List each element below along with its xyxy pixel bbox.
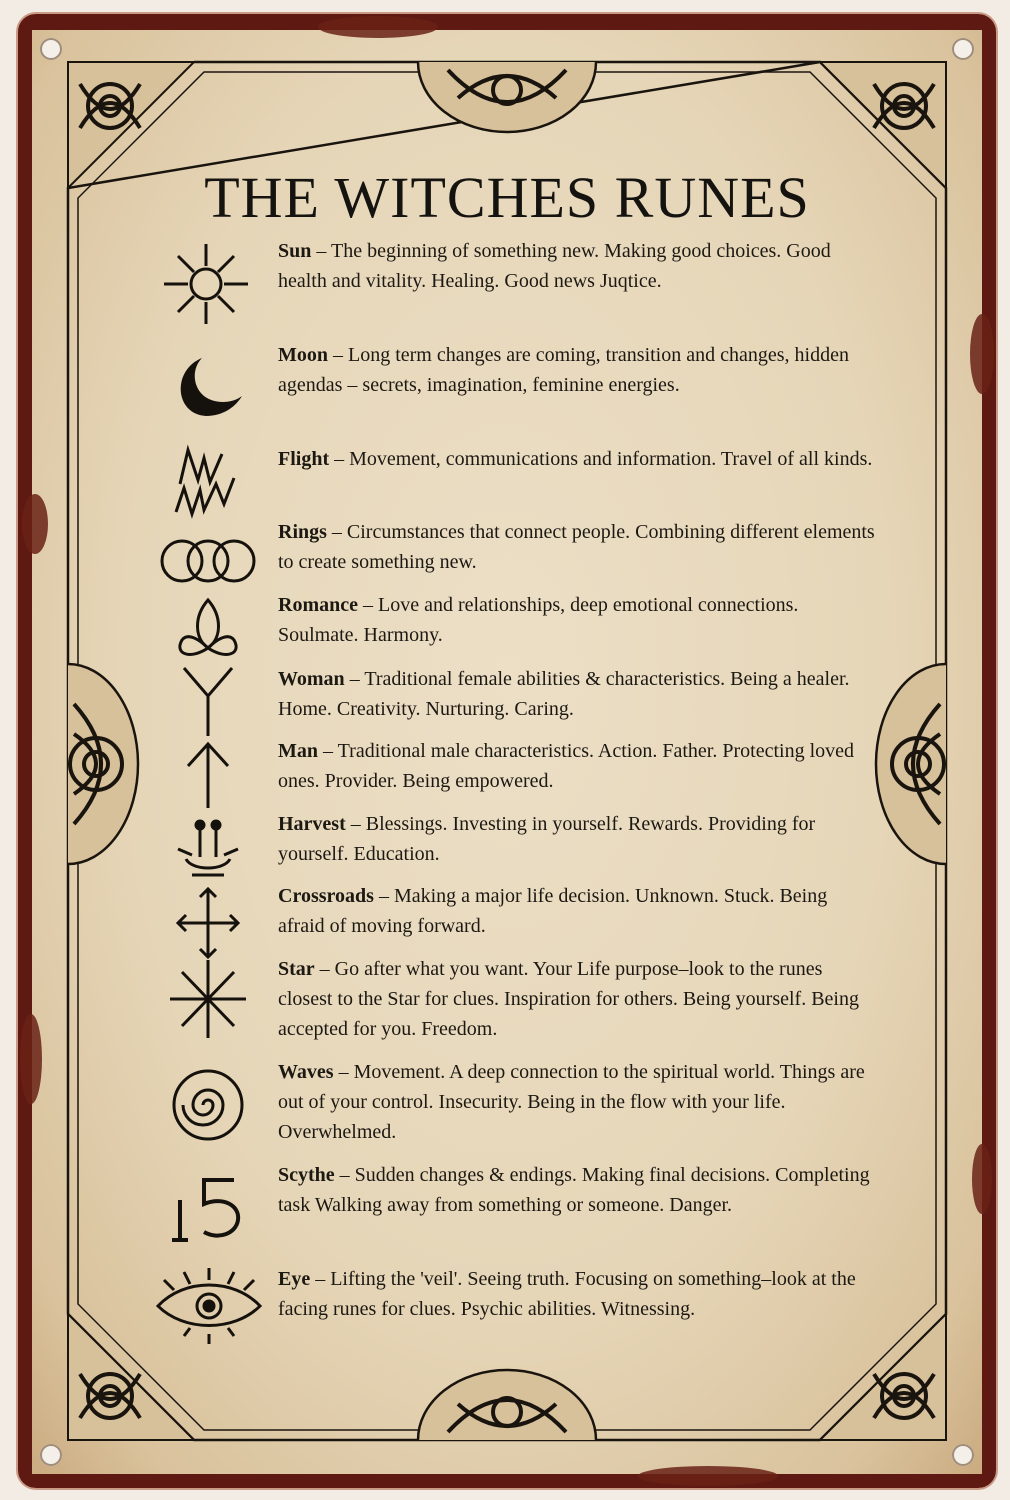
eye-icon [144,1264,274,1354]
rune-name: Romance [278,594,358,616]
scythe-icon [144,1160,274,1250]
rune-name: Woman [278,668,345,690]
rune-name: Star [278,958,315,980]
rune-name: Harvest [278,813,346,835]
rune-description: Movement. A deep connection to the spiritual world. Things are out of your control. Insecurity. Being in the flow with your life. Overwhelmed. [278,1061,865,1143]
rune-description: Love and relationships, deep emotional connections. Soulmate. Harmony. [278,594,799,646]
rune-name: Waves [278,1061,334,1083]
rune-name: Flight [278,448,330,470]
rune-description: Movement, communications and information. Travel of all kinds. [349,448,873,470]
rune-description: The beginning of something new. Making good choices. Good health and vitality. Healing. Good news Juqtice. [278,240,831,292]
rune-description: Traditional female abilities & characteristics. Being a healer. Home. Creativity. Nurturing. Caring. [278,668,850,720]
rune-description: Lifting the 'veil'. Seeing truth. Focusing on something–look at the facing runes for clues. Psychic abilities. Witnessing. [278,1268,856,1320]
rune-description: Sudden changes & endings. Making final decisions. Completing task Walking away from something or someone. Danger. [278,1164,870,1216]
rune-description: Long term changes are coming, transition and changes, hidden agendas – secrets, imagination, feminine energies. [278,344,849,396]
rune-description: Circumstances that connect people. Combining different elements to create something new. [278,521,875,573]
rune-description: Go after what you want. Your Life purpose–look to the runes closest to the Star for clues. Inspiration for others. Being yourself. Being accepted for you. Freedom. [278,958,859,1040]
rune-list: Sun – The beginning of something new. Making good choices. Good health and vitality. Healing. Good news Juqtice. Moon – Long term changes are coming, transition and changes, hidden agendas – secrets, imagination, feminine energies. Flight – Movement, communications and information. Travel of all kinds. Rings – Circumstances that connect people. Combining different elements to create something new. Romance – Love and relationships, deep emotional connections. Soulmate. Harmony. Woman – Traditional female abilities & characteristics. Being a healer. Home. Creativity. Nurturing. Caring. Man – Traditional male characteristics. Action. Father. Protecting loved ones. Provider. Being empowered. Harvest – Blessings. Investing in yourself. Rewards. Providing for yourself. Education. Crossroads – Making a major life decision. Unknown. Stuck. Being afraid of moving forward. Star – Go after what you want. Your Life purpose–look to the runes closest to the Star for clues. Inspiration for others. Being yourself. Being accepted for you. Freedom. Waves – Movement. A deep connection to the spiritual world. Things are out of your control. Insecurity. Being in the flow with your life. Overwhelmed. Scythe – Sudden changes & endings. Making final decisions. Completing task Walking away from something or someone. Danger. Eye – Lifting the 'veil'. Seeing truth. Focusing on something–look at the facing runes for clues. Psychic abilities. Witnessing. [18,14,996,1488]
rune-name: Eye [278,1268,311,1290]
rune-name: Rings [278,521,327,543]
rune-description: Traditional male characteristics. Action. Father. Protecting loved ones. Provider. Being empowered. [278,740,854,792]
rune-name: Moon [278,344,328,366]
rune-name: Sun [278,240,312,262]
metal-sign [18,14,996,1488]
sun-icon [144,236,274,326]
page-title: THE WITCHES RUNES [204,165,810,230]
waves-icon [144,1057,274,1147]
rune-description: Blessings. Investing in yourself. Rewards. Providing for yourself. Education. [278,813,816,865]
rune-description: Making a major life decision. Unknown. Stuck. Being afraid of moving forward. [278,885,828,937]
rune-name: Man [278,740,318,762]
moon-icon [144,340,274,430]
star-icon [144,954,274,1044]
rune-name: Scythe [278,1164,335,1186]
rune-name: Crossroads [278,885,374,907]
